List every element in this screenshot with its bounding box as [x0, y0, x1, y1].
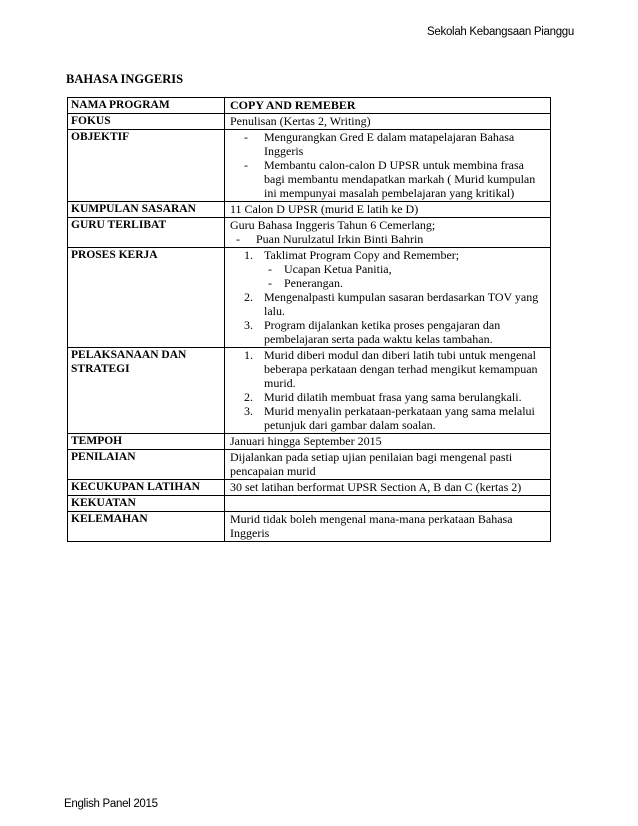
list-item-text: Mengenalpasti kumpulan sasaran berdasarkan TOV yang lalu.: [264, 290, 539, 318]
table-row-kumpulan-sasaran: [68, 202, 551, 218]
row-value-tempoh: Januari hingga September 2015: [225, 434, 551, 450]
page-header-school-name: Sekolah Kebangsaan Pianggu: [427, 26, 574, 38]
row-label-nama-program: NAMA PROGRAM: [68, 98, 225, 114]
row-label-kekuatan: KEKUATAN: [68, 496, 225, 512]
row-label-kumpulan-sasaran: KUMPULAN SASARAN: [68, 202, 225, 218]
list-item-text: Murid dilatih membuat frasa yang sama berulangkali.: [264, 390, 522, 404]
table-row-nama-program: [68, 98, 551, 114]
proses-kerja-list: [230, 248, 547, 346]
row-label-fokus: FOKUS: [68, 114, 225, 130]
table-row-objektif: [68, 130, 551, 202]
row-label-tempoh: TEMPOH: [68, 434, 225, 450]
table-row-kelemahan: [68, 512, 551, 542]
table-row-tempoh: [68, 434, 551, 450]
row-label-penilaian: PENILAIAN: [68, 450, 225, 480]
row-label-guru-terlibat: GURU TERLIBAT: [68, 218, 225, 248]
list-number: 2.: [244, 290, 253, 304]
table-row-kecukupan-latihan: [68, 480, 551, 496]
row-value-kelemahan: Murid tidak boleh mengenal mana-mana perkataan Bahasa Inggeris: [225, 512, 551, 542]
table-row-penilaian: [68, 450, 551, 480]
sub-list-item: - Penerangan.: [264, 276, 547, 290]
list-item: [230, 290, 547, 318]
row-value-kumpulan-sasaran: 11 Calon D UPSR (murid E latih ke D): [225, 202, 551, 218]
objektif-list: [230, 130, 547, 200]
row-label-line: STRATEGI: [71, 363, 130, 375]
row-label-proses-kerja: PROSES KERJA: [68, 248, 225, 348]
row-label-objektif: OBJEKTIF: [68, 130, 225, 202]
list-item: - Membantu calon-calon D UPSR untuk membina frasa bagi membantu mendapatkan markah ( Murid kumpulan ini mempunyai masalah pembelajaran yang kritikal): [230, 158, 547, 200]
row-value-kecukupan-latihan: 30 set latihan berformat UPSR Section A, B dan C (kertas 2): [225, 480, 551, 496]
list-number: 2.: [244, 390, 253, 404]
list-item: [230, 318, 547, 346]
row-value-fokus: Penulisan (Kertas 2, Writing): [225, 114, 551, 130]
row-label-kecukupan-latihan: KECUKUPAN LATIHAN: [68, 480, 225, 496]
document-title: BAHASA INGGERIS: [66, 72, 184, 86]
row-value-kekuatan: [225, 496, 551, 512]
sub-list: [264, 262, 547, 290]
list-item: [230, 404, 547, 432]
page-footer: English Panel 2015: [64, 798, 158, 810]
list-number: 3.: [244, 404, 253, 418]
list-item-text: Murid diberi modul dan diberi latih tubi untuk mengenal beberapa perkataan dengan terhad mengikut kemampuan murid.: [264, 348, 538, 390]
row-value-guru-terlibat: [225, 218, 551, 248]
row-label-line: PELAKSANAAN DAN: [71, 349, 187, 361]
pelaksanaan-list: [230, 348, 547, 432]
row-value-proses-kerja: [225, 248, 551, 348]
list-item: [230, 390, 547, 404]
list-number: 1.: [244, 248, 253, 262]
table-row-proses-kerja: [68, 248, 551, 348]
list-item: [230, 348, 547, 390]
list-item-text: Murid menyalin perkataan-perkataan yang sama melalui petunjuk dari gambar dalam soalan.: [264, 404, 535, 432]
guru-terlibat-text: Guru Bahasa Inggeris Tahun 6 Cemerlang;: [230, 218, 436, 232]
row-label-kelemahan: KELEMAHAN: [68, 512, 225, 542]
list-number: 1.: [244, 348, 253, 362]
row-value-pelaksanaan: [225, 348, 551, 434]
row-value-nama-program: COPY AND REMEBER: [225, 98, 551, 114]
sub-list-item: - Ucapan Ketua Panitia,: [264, 262, 547, 276]
list-item: [230, 248, 547, 290]
row-value-objektif: [225, 130, 551, 202]
row-label-pelaksanaan: [68, 348, 225, 434]
list-item-text: Program dijalankan ketika proses pengajaran dan pembelajaran serta pada waktu kelas tambahan.: [264, 318, 501, 346]
list-item: - Puan Nurulzatul Irkin Binti Bahrin: [230, 232, 547, 246]
list-number: 3.: [244, 318, 253, 332]
program-table: [67, 97, 551, 542]
guru-terlibat-list: [230, 232, 547, 246]
list-item-text: Taklimat Program Copy and Remember;: [264, 248, 460, 262]
table-row-pelaksanaan: [68, 348, 551, 434]
table-row-kekuatan: [68, 496, 551, 512]
table-row-fokus: [68, 114, 551, 130]
table-row-guru-terlibat: [68, 218, 551, 248]
row-value-penilaian: Dijalankan pada setiap ujian penilaian bagi mengenal pasti pencapaian murid: [225, 450, 551, 480]
list-item: - Mengurangkan Gred E dalam matapelajaran Bahasa Inggeris: [230, 130, 547, 158]
